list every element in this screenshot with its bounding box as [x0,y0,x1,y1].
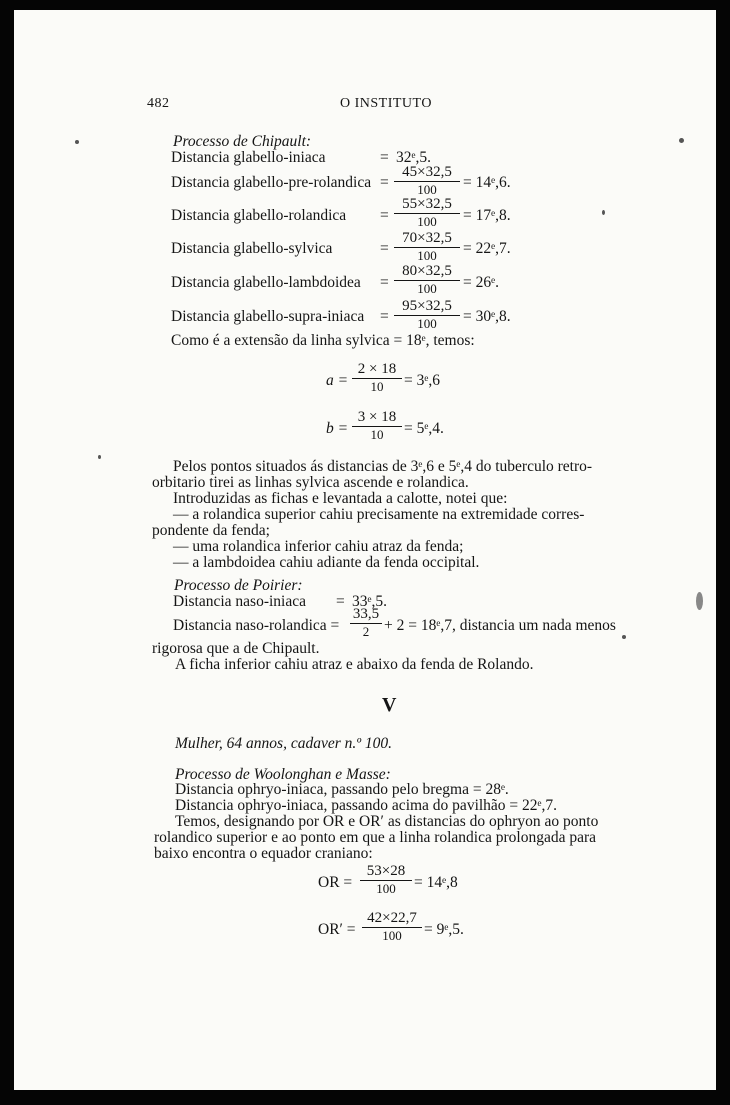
section-line: Distancia ophryo-iniaca, passando pelo bregma = 28ᵉ. [175,781,509,798]
fraction-numerator: 80×32,5 [394,263,460,281]
formula-a-lhs: a = [326,372,349,389]
scan-speck [98,455,101,459]
chipault-row-label: Distancia glabello-supra-iniaca [171,308,365,325]
chipault-row-eq: = [380,274,389,291]
formula-a-result: = 3ᵉ,6 [404,372,440,389]
naso-iniaca-label: Distancia naso-iniaca [173,593,306,610]
formula-or2-lhs: OR′ = [318,921,356,938]
chipault-row-eq: = [380,207,389,224]
woolonghan-heading: Processo de Woolonghan e Masse: [175,766,391,783]
naso-iniaca-eq: = [336,593,345,610]
scan-speck [622,635,626,639]
scan-border-left [0,0,14,1105]
chipault-heading: Processo de Chipault: [173,133,312,150]
chipault-row-label: Distancia glabello-rolandica [171,207,347,224]
fraction-numerator: 55×32,5 [394,196,460,214]
fraction-numerator: 2 × 18 [352,361,402,379]
paragraph-line: Introduzidas as fichas e levantada a calotte, notei que: [173,490,508,507]
formula-b-result: = 5ᵉ,4. [404,420,444,437]
paragraph-line: — a lambdoidea cahiu adiante da fenda occipital. [173,554,480,571]
poirier-continuation: rigorosa que a de Chipault. [152,640,320,657]
fraction-denominator: 2 [362,624,370,639]
poirier-last-line: A ficha inferior cahiu atraz e abaixo da fenda de Rolando. [175,656,534,673]
fraction [352,361,402,395]
formula-or-lhs: OR = [318,874,353,891]
subject-line: Mulher, 64 annos, cadaver n.º 100. [175,735,393,752]
chipault-row-result: = 30ᵉ,8. [463,308,511,325]
fraction [394,298,460,332]
section-line: rolandico superior e ao ponto em que a linha rolandica prolongada para [154,829,597,846]
chipault-row-result: 32ᵉ,5. [396,149,431,166]
chipault-row-label: Distancia glabello-sylvica [171,240,333,257]
fraction [394,164,460,198]
fraction-denominator: 100 [382,928,402,943]
fraction-denominator: 100 [417,281,437,296]
chipault-row-label: Distancia glabello-pre-rolandica [171,174,372,191]
sylvica-line: Como é a extensão da linha sylvica = 18ᵉ, temos: [171,332,475,349]
fraction [394,196,460,230]
fraction-denominator: 100 [417,214,437,229]
page-number: 482 [147,96,170,111]
fraction [352,409,402,443]
chipault-row-result: = 17ᵉ,8. [463,207,511,224]
running-title: O INSTITUTO [340,96,432,111]
fraction [360,863,412,897]
chipault-row-eq: = [380,240,389,257]
formula-b-lhs: b = [326,420,349,437]
fraction [394,230,460,264]
section-line: baixo encontra o equador craniano: [154,845,373,862]
section-line: Distancia ophryo-iniaca, passando acima do pavilhão = 22ᵉ,7. [175,797,558,814]
chipault-row-result: = 22ᵉ,7. [463,240,511,257]
fraction-numerator: 3 × 18 [352,409,402,427]
chipault-row-label: Distancia glabello-iniaca [171,149,326,166]
naso-iniaca-result: 33ᵉ,5. [352,593,387,610]
paragraph-line: — uma rolandica inferior cahiu atraz da fenda; [173,538,464,555]
scan-speck [679,138,684,143]
fraction-denominator: 10 [370,379,384,394]
poirier-heading: Processo de Poirier: [174,577,303,594]
paragraph-line: Pelos pontos situados ás distancias de 3ᵉ,6 e 5ᵉ,4 do tuberculo retro- [173,458,593,475]
scan-speck [602,210,605,215]
formula-or2-result: = 9ᵉ,5. [424,921,464,938]
fraction-numerator: 53×28 [360,863,412,881]
fraction-denominator: 100 [376,881,396,896]
scan-border-top [0,0,730,10]
paragraph-line: pondente da fenda; [152,522,270,539]
fraction [350,606,382,640]
paragraph-line: orbitario tirei as linhas sylvica ascende e rolandica. [152,474,469,491]
fraction-numerator: 42×22,7 [362,910,422,928]
fraction-denominator: 100 [417,316,437,331]
fraction [394,263,460,297]
chipault-row-eq: = [380,308,389,325]
paragraph-line: — a rolandica superior cahiu precisamente na extremidade corres- [173,506,585,523]
fraction-denominator: 100 [417,182,437,197]
scan-border-bottom [0,1090,730,1105]
fraction-denominator: 10 [370,427,384,442]
scan-speck [696,592,703,610]
chipault-row-eq: = [380,174,389,191]
section-line: Temos, designando por OR e OR′ as distancias do ophryon ao ponto [175,813,599,830]
formula-or-result: = 14ᵉ,8 [414,874,458,891]
chipault-row-result: = 26ᵉ. [463,274,499,291]
scan-border-right [716,0,730,1105]
fraction [362,910,422,944]
naso-rolandica-label: Distancia naso-rolandica = [173,617,340,634]
chipault-row-eq: = [380,149,389,166]
fraction-numerator: 45×32,5 [394,164,460,182]
chipault-row-result: = 14ᵉ,6. [463,174,511,191]
fraction-denominator: 100 [417,248,437,263]
scan-speck [75,140,79,144]
fraction-numerator: 70×32,5 [394,230,460,248]
fraction-numerator: 95×32,5 [394,298,460,316]
chipault-row-label: Distancia glabello-lambdoidea [171,274,361,291]
naso-rolandica-rest: + 2 = 18ᵉ,7, distancia um nada menos [384,617,616,634]
section-roman-numeral: V [382,694,397,716]
fraction-numerator: 33,5 [350,606,382,624]
